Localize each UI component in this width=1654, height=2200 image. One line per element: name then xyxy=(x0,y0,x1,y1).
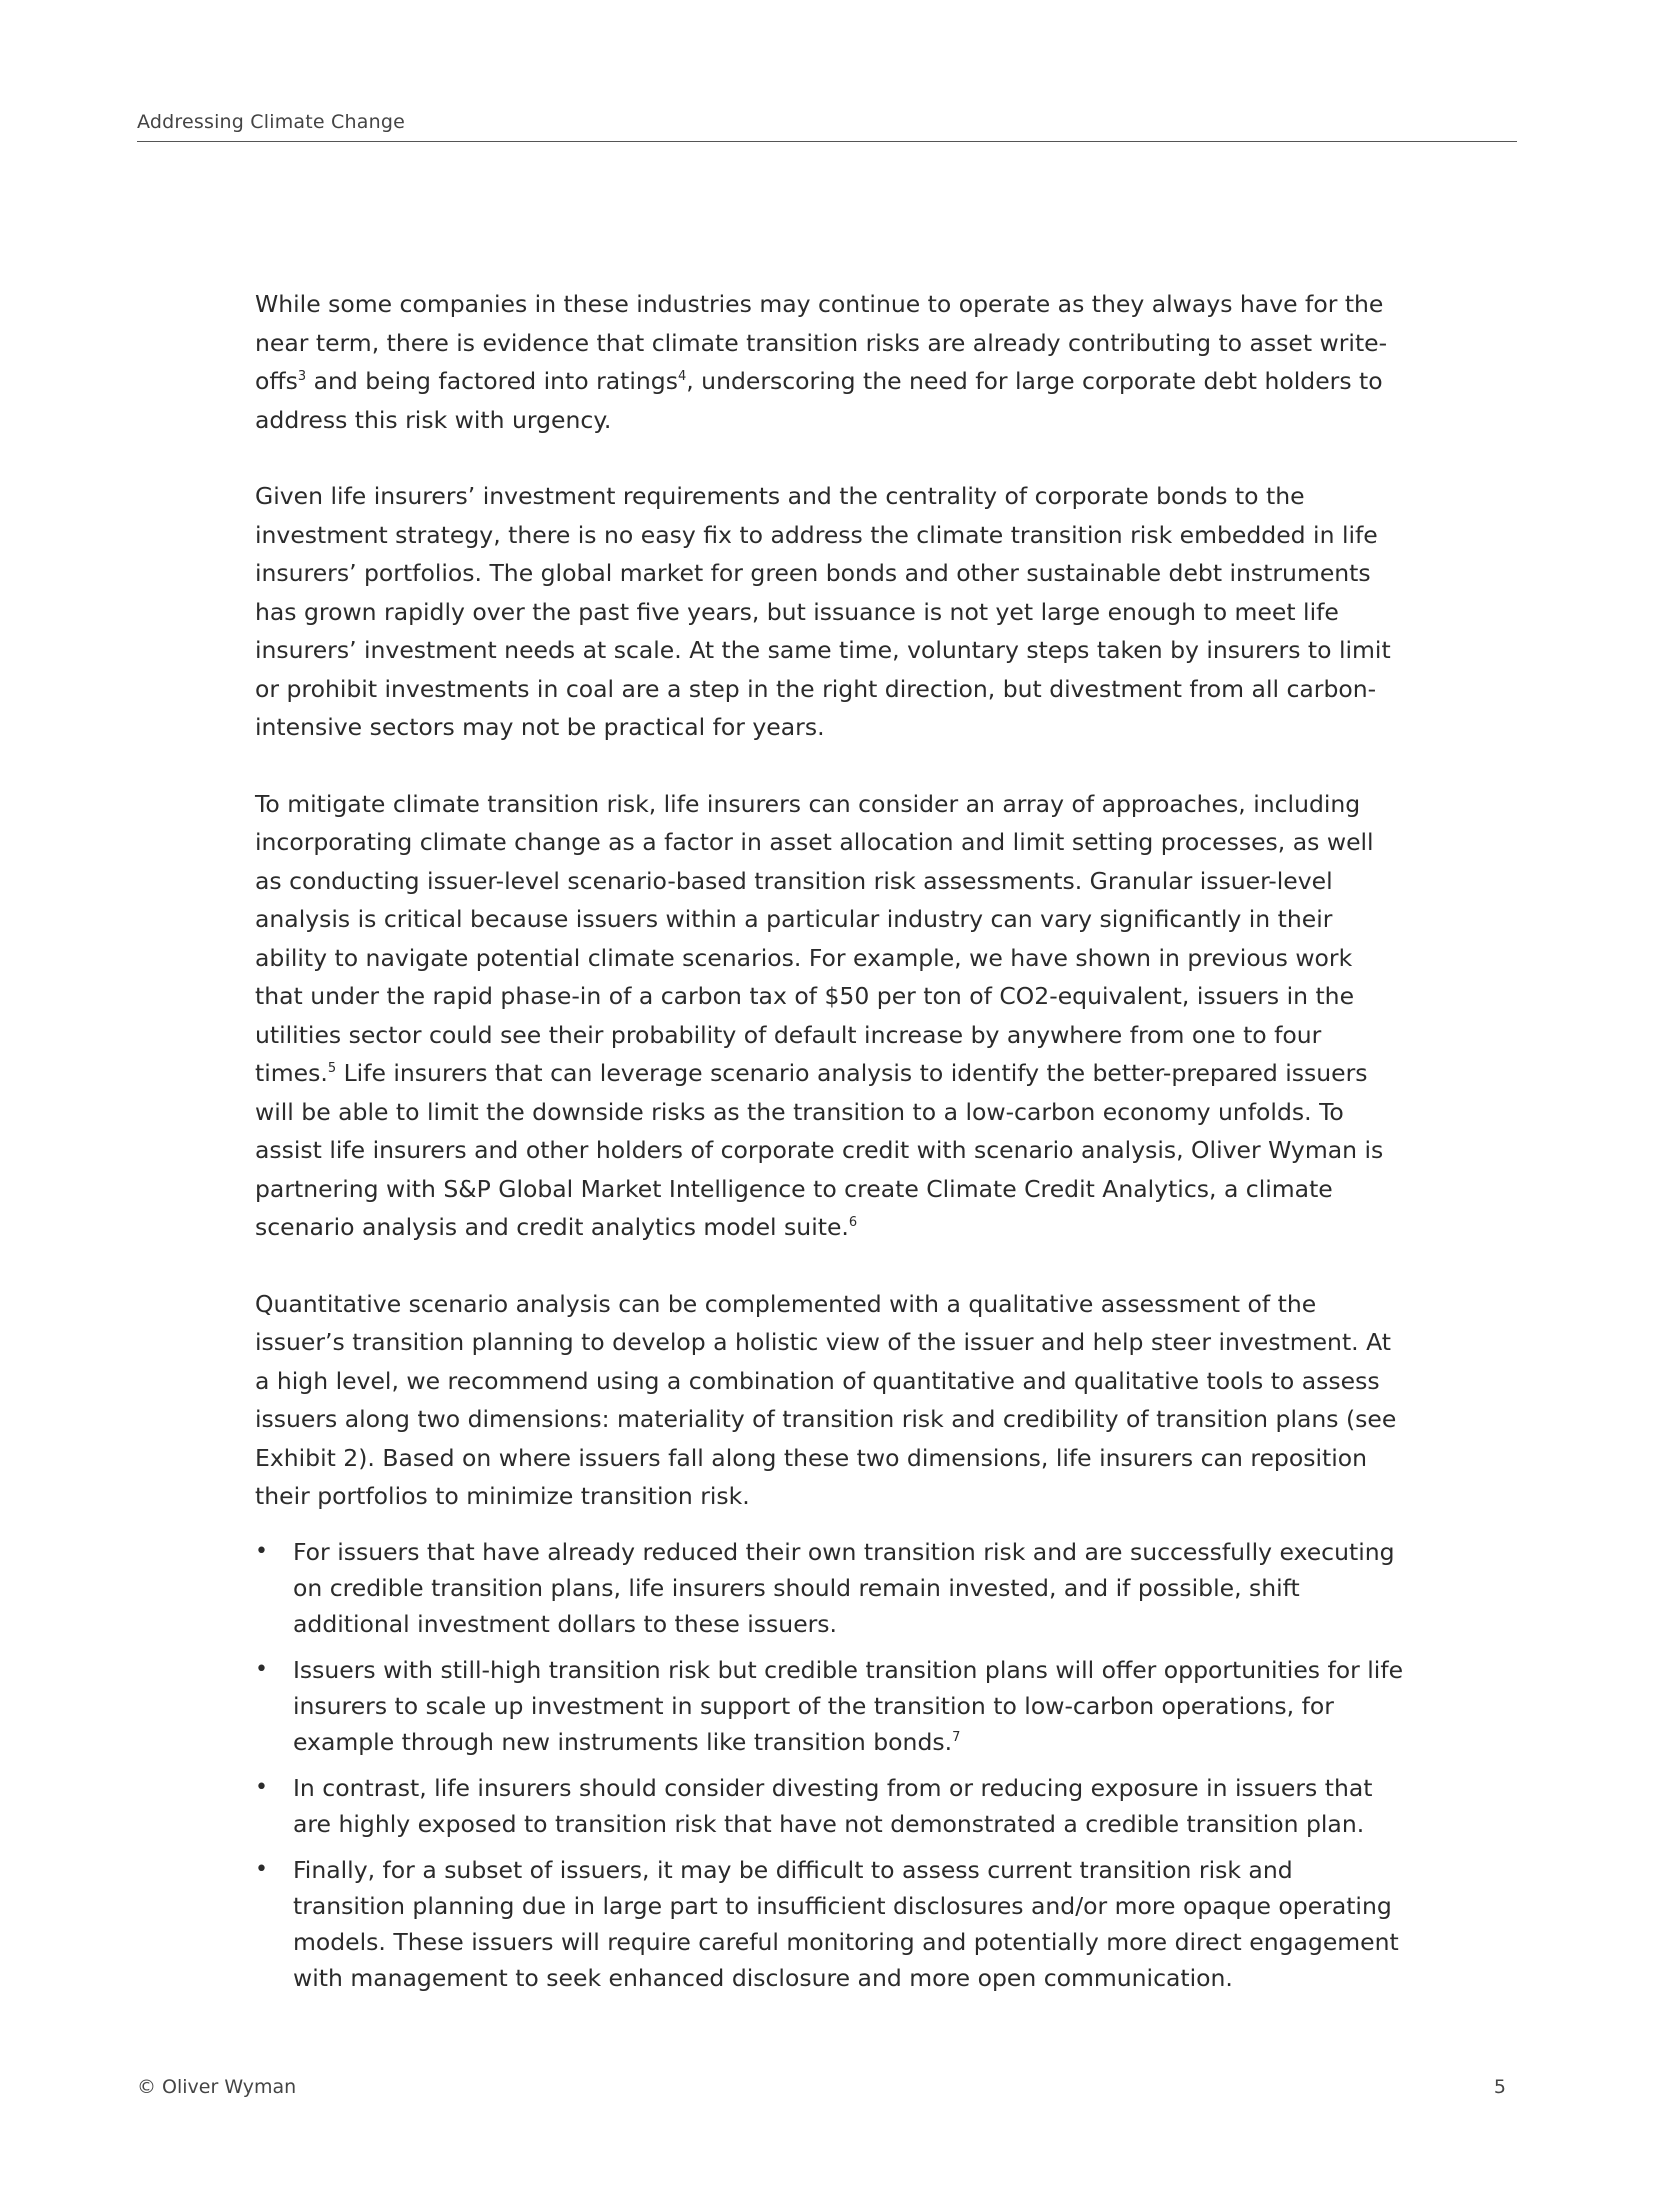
paragraph-1-text-b: and being factored into ratings xyxy=(306,367,678,395)
bullet-item-2 xyxy=(255,1652,1405,1760)
bullet-item-4 xyxy=(255,1852,1405,1996)
paragraph-2: Given life insurers’ investment requirements and the centrality of corporate bonds to the investment strategy, there is no easy fix to address the climate transition risk embedded in life insurers’ portfolios. The global market for green bonds and other sustainable debt instruments has grown rapidly over the past five years, but issuance is not yet large enough to meet life insurers’ investment needs at scale. At the same time, voluntary steps taken by insurers to limit or prohibit investments in coal are a step in the right direction, but divestment from all carbon-intensive sectors may not be practical for years. xyxy=(255,482,1391,741)
footer-copyright: © Oliver Wyman xyxy=(137,2076,297,2098)
paragraph-1-text-a: While some companies in these industries may continue to operate as they always have for the near term, there is evidence that climate transition risks are already contributing to asset write-offs xyxy=(255,290,1388,395)
bullet-marker: • xyxy=(255,1538,268,1564)
paragraph-3-text-b: Life insurers that can leverage scenario analysis to identify the better-prepared issuers will be able to limit the downside risks as the transition to a low-carbon economy unfolds. To assist life insurers and other holders of corporate credit with scenario analysis, Oliver Wyman is partnering with S&P Global Market Intelligence to create Climate Credit Analytics, a climate scenario analysis and credit analytics model suite. xyxy=(255,1059,1384,1241)
bullet-item-4-text: Finally, for a subset of issuers, it may be difficult to assess current transition risk and transition planning due in large part to insufficient disclosures and/or more opaque operating models. These issuers will require careful monitoring and potentially more direct engagement with management to seek enhanced disclosure and more open communication. xyxy=(293,1855,1399,1992)
footnote-ref-6: 6 xyxy=(848,1215,858,1231)
bullet-item-3-text: In contrast, life insurers should consider divesting from or reducing exposure in issuers that are highly exposed to transition risk that have not demonstrated a credible transition plan. xyxy=(293,1773,1373,1838)
footnote-ref-7: 7 xyxy=(952,1729,961,1745)
paragraph-3 xyxy=(255,785,1405,1247)
bullet-list xyxy=(255,1534,1405,1996)
body-content xyxy=(255,285,1405,2006)
bullet-item-1-text: For issuers that have already reduced their own transition risk and are successfully executing on credible transition plans, life insurers should remain invested, and if possible, shift additional investment dollars to these issuers. xyxy=(293,1537,1395,1638)
bullet-marker: • xyxy=(255,1774,268,1800)
paragraph-4: Quantitative scenario analysis can be complemented with a qualitative assessment of the issuer’s transition planning to develop a holistic view of the issuer and help steer investment. At a high level, we recommend using a combination of quantitative and qualitative tools to assess issuers along two dimensions: materiality of transition risk and credibility of transition plans (see Exhibit 2). Based on where issuers fall along these two dimensions, life insurers can reposition their portfolios to minimize transition risk. xyxy=(255,1289,1397,1510)
footnote-ref-5: 5 xyxy=(327,1061,337,1077)
bullet-item-1 xyxy=(255,1534,1405,1642)
header-title: Addressing Climate Change xyxy=(137,111,405,133)
bullet-marker: • xyxy=(255,1656,268,1682)
bullet-item-3 xyxy=(255,1770,1405,1842)
footnote-ref-3: 3 xyxy=(297,369,307,385)
paragraph-1-text-c: , underscoring the need for large corporate debt holders to address this risk with urgency. xyxy=(255,367,1383,434)
paragraph-1 xyxy=(255,285,1405,439)
bullet-marker: • xyxy=(255,1856,268,1882)
footnote-ref-4: 4 xyxy=(677,369,687,385)
bullet-item-2-text: Issuers with still-high transition risk but credible transition plans will offer opportunities for life insurers to scale up investment in support of the transition to low-carbon operations, for example through new instruments like transition bonds. xyxy=(293,1655,1404,1756)
paragraph-3-text-a: To mitigate climate transition risk, life insurers can consider an array of approaches, including incorporating climate change as a factor in asset allocation and limit setting processes, as well as conducting issuer-level scenario-based transition risk assessments. Granular issuer-level analysis is critical because issuers within a particular industry can vary significantly in their ability to navigate potential climate scenarios. For example, we have shown in previous work that under the rapid phase-in of a carbon tax of $50 per ton of CO2-equivalent, issuers in the utilities sector could see their probability of default increase by anywhere from one to four times. xyxy=(255,789,1374,1087)
page-number: 5 xyxy=(1493,2076,1506,2098)
page-header xyxy=(137,111,1517,142)
